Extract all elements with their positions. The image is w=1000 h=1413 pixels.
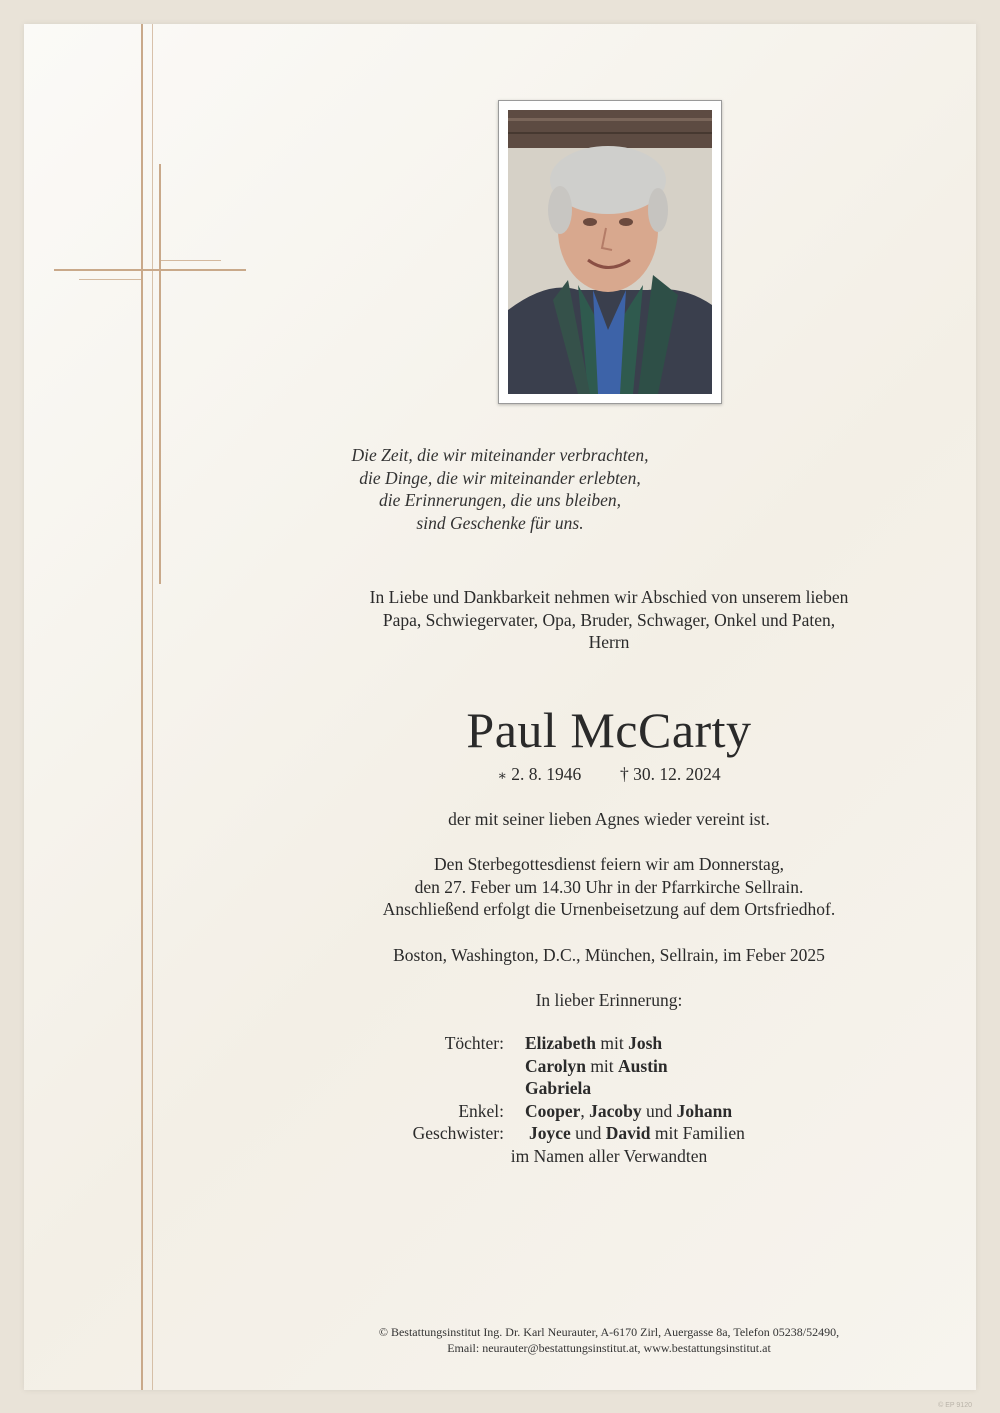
- obituary-card: [24, 24, 976, 1390]
- relatives-line: im Namen aller Verwandten: [510, 1145, 708, 1166]
- sibling-name: Joyce: [529, 1123, 571, 1143]
- conjunction: und: [641, 1100, 677, 1121]
- portrait-photo: [508, 110, 712, 394]
- conjunction: mit: [585, 1055, 619, 1076]
- daughters-label: Töchter:: [444, 1033, 504, 1053]
- funeral-service: [24, 853, 976, 921]
- grandchild-name: Jacoby: [589, 1100, 642, 1121]
- life-dates: [24, 764, 976, 785]
- conjunction: und: [570, 1123, 606, 1143]
- separator: ,: [580, 1100, 590, 1121]
- daughter-entry: [525, 1055, 668, 1078]
- siblings-entry: [529, 1122, 745, 1145]
- birth-symbol-icon: ∗: [497, 769, 507, 784]
- print-code: © EP 9120: [938, 1402, 972, 1409]
- birth-date: 2. 8. 1946: [511, 764, 582, 784]
- grandchildren-label: Enkel:: [458, 1100, 504, 1121]
- quote-line: die Erinnerungen, die uns bleiben,: [378, 490, 622, 510]
- deceased-name: Paul McCarty: [466, 702, 752, 758]
- daughter-name: Gabriela: [525, 1078, 592, 1098]
- farewell-intro: [24, 586, 976, 654]
- footer-line: Email: neurauter@bestattungsinstitut.at, www.bestattungsinstitut.at: [447, 1341, 771, 1355]
- conjunction: mit: [595, 1033, 629, 1053]
- memorial-quote: [24, 444, 976, 534]
- death-cross-icon: †: [620, 764, 629, 784]
- daughter-name: Elizabeth: [525, 1033, 596, 1053]
- intro-line: Herrn: [588, 632, 630, 652]
- family-list: [24, 1032, 976, 1172]
- grandchildren-entry: [525, 1100, 732, 1123]
- grandchild-name: Johann: [676, 1100, 733, 1121]
- service-line: Anschließend erfolgt die Urnenbeisetzung auf dem Ortsfriedhof.: [382, 899, 836, 919]
- portrait-photo-frame: [498, 100, 722, 404]
- sibling-name: David: [605, 1123, 651, 1143]
- daughter-name: Carolyn: [525, 1055, 586, 1076]
- portrait-illustration: [508, 110, 712, 394]
- place-and-date: Boston, Washington, D.C., München, Sellrain, im Feber 2025: [393, 945, 825, 965]
- service-line: den 27. Feber um 14.30 Uhr in der Pfarrkirche Sellrain.: [414, 876, 804, 897]
- footer-line: © Bestattungsinstitut Ing. Dr. Karl Neurauter, A-6170 Zirl, Auergasse 8a, Telefon 05238/52490,: [378, 1325, 840, 1339]
- partner-name: Josh: [628, 1033, 663, 1053]
- service-line: Den Sterbegottesdienst feiern wir am Donnerstag,: [434, 854, 784, 874]
- intro-line: Papa, Schwiegervater, Opa, Bruder, Schwager, Onkel und Paten,: [382, 609, 836, 630]
- intro-line: In Liebe und Dankbarkeit nehmen wir Abschied von unserem lieben: [369, 587, 849, 607]
- remembrance-heading: In lieber Erinnerung:: [535, 990, 683, 1010]
- daughter-entry: [525, 1077, 591, 1100]
- siblings-label: Geschwister:: [412, 1123, 504, 1143]
- partner-name: Austin: [618, 1055, 668, 1076]
- grandchild-name: Cooper: [525, 1100, 581, 1121]
- quote-line: sind Geschenke für uns.: [416, 512, 584, 533]
- quote-line: die Dinge, die wir miteinander erlebten,: [359, 467, 641, 488]
- funeral-home-footer: [24, 1324, 976, 1356]
- death-date: 30. 12. 2024: [633, 764, 721, 784]
- reunited-text: der mit seiner lieben Agnes wieder vereint ist.: [448, 809, 770, 829]
- daughter-entry: [525, 1032, 662, 1055]
- quote-line: Die Zeit, die wir miteinander verbrachten,: [351, 445, 649, 465]
- siblings-suffix: mit Familien: [650, 1123, 745, 1143]
